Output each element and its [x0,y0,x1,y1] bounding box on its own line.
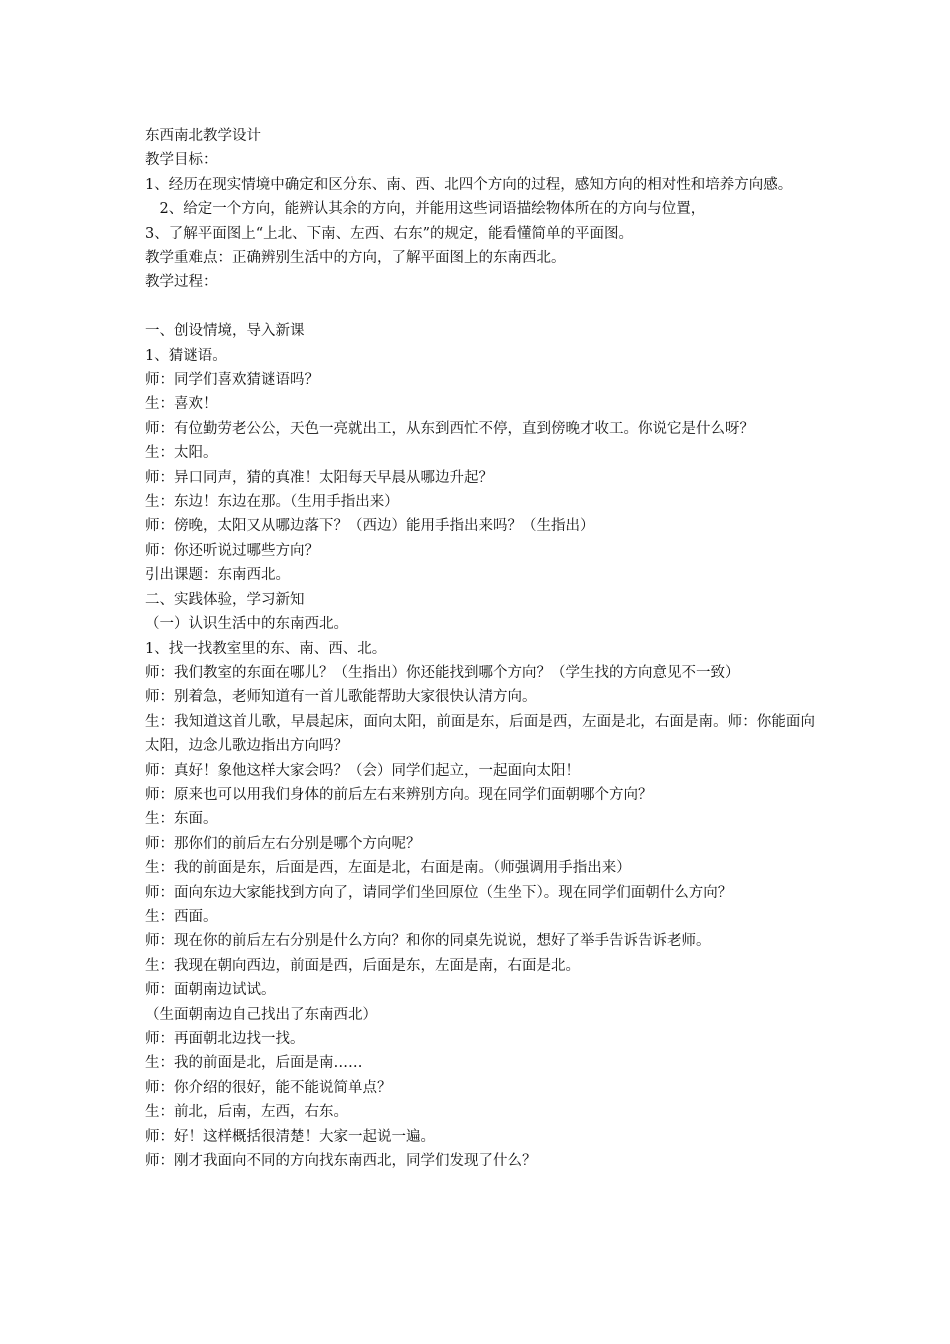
text-line: 师：面向东边大家能找到方向了，请同学们坐回原位（生坐下）。现在同学们面朝什么方向？ [145,884,733,901]
text-line: 师：再面朝北边找一找。 [145,1031,305,1048]
text-line: 师：你还听说过哪些方向？ [145,542,319,559]
text-line: 师：别着急，老师知道有一首儿歌能帮助大家很快认清方向。 [145,689,537,706]
text-line: 生：太阳。 [145,445,218,462]
text-line: 生：我现在朝向西边，前面是西，后面是东，左面是南，右面是北。 [145,957,580,974]
objective-3: 3、了解平面图上“上北、下南、左西、右东”的规定，能看懂简单的平面图。 [145,225,634,242]
process-heading: 教学过程： [145,274,218,291]
text-line: 生：东边！东边在那。（生用手指出来） [145,494,399,511]
text-line: 师：你介绍的很好，能不能说简单点？ [145,1079,392,1096]
text-line: 引出课题：东南西北。 [145,567,290,584]
text-line: 1、猜谜语。 [145,347,227,364]
document-title: 东西南北教学设计 [145,128,261,144]
text-line: 师：真好！象他这样大家会吗？（会）同学们起立，一起面向太阳！ [145,762,580,779]
text-line: 师：现在你的前后左右分别是什么方向？和你的同桌先说说，想好了举手告诉告诉老师。 [145,933,711,950]
text-line: 师：同学们喜欢猜谜语吗？ [145,372,319,389]
text-line: 师：傍晚，太阳又从哪边落下？（西边）能用手指出来吗？（生指出） [145,518,595,535]
text-line: 生：东面。 [145,811,218,828]
objectives-heading: 教学目标： [145,152,218,169]
text-line: 生：西面。 [145,908,218,925]
section-heading-1: 一、创设情境，导入新课 [145,323,305,340]
text-line: 师：刚才我面向不同的方向找东南西北，同学们发现了什么？ [145,1153,537,1170]
text-line: 师：我们教室的东面在哪儿？（生指出）你还能找到哪个方向？（学生找的方向意见不一致） [145,664,740,681]
text-line: 1、找一找教室里的东、南、西、北。 [145,640,387,657]
text-line: 师：好！这样概括很清楚！大家一起说一遍。 [145,1128,435,1145]
text-line: 师：有位勤劳老公公，天色一亮就出工，从东到西忙不停，直到傍晚才收工。你说它是什么呀？ [145,420,754,437]
subsection-heading: （一）认识生活中的东南西北。 [145,616,348,633]
text-line: 生：我的前面是东，后面是西，左面是北，右面是南。（师强调用手指出来） [145,860,631,877]
text-line: （生面朝南边自己找出了东南西北） [145,1006,377,1023]
text-line: 生：我的前面是北，后面是南…… [145,1055,363,1072]
text-line: 师：异口同声，猜的真准！太阳每天早晨从哪边升起？ [145,469,493,486]
text-line: 师：那你们的前后左右分别是哪个方向呢？ [145,835,421,852]
objective-2: 2、给定一个方向，能辨认其余的方向，并能用这些词语描绘物体所在的方向与位置， [145,201,706,218]
objective-1: 1、经历在现实情境中确定和区分东、南、西、北四个方向的过程，感知方向的相对性和培养方向感。 [145,176,793,193]
text-line: 师：面朝南边试试。 [145,982,276,999]
document-page [145,124,815,1173]
text-line: 生：我知道这首儿歌，早晨起床，面向太阳，前面是东，后面是西，左面是北，右面是南。师：你能面向太阳，边念儿歌边指出方向吗？ [145,713,815,755]
text-line: 师：原来也可以用我们身体的前后左右来辨别方向。现在同学们面朝哪个方向？ [145,786,653,803]
text-line: 生：喜欢！ [145,396,218,413]
key-points: 教学重难点：正确辨别生活中的方向，了解平面图上的东南西北。 [145,250,566,267]
text-line: 生：前北，后南，左西，右东。 [145,1104,348,1121]
blank-line [145,295,815,319]
section-heading-2: 二、实践体验，学习新知 [145,591,305,608]
